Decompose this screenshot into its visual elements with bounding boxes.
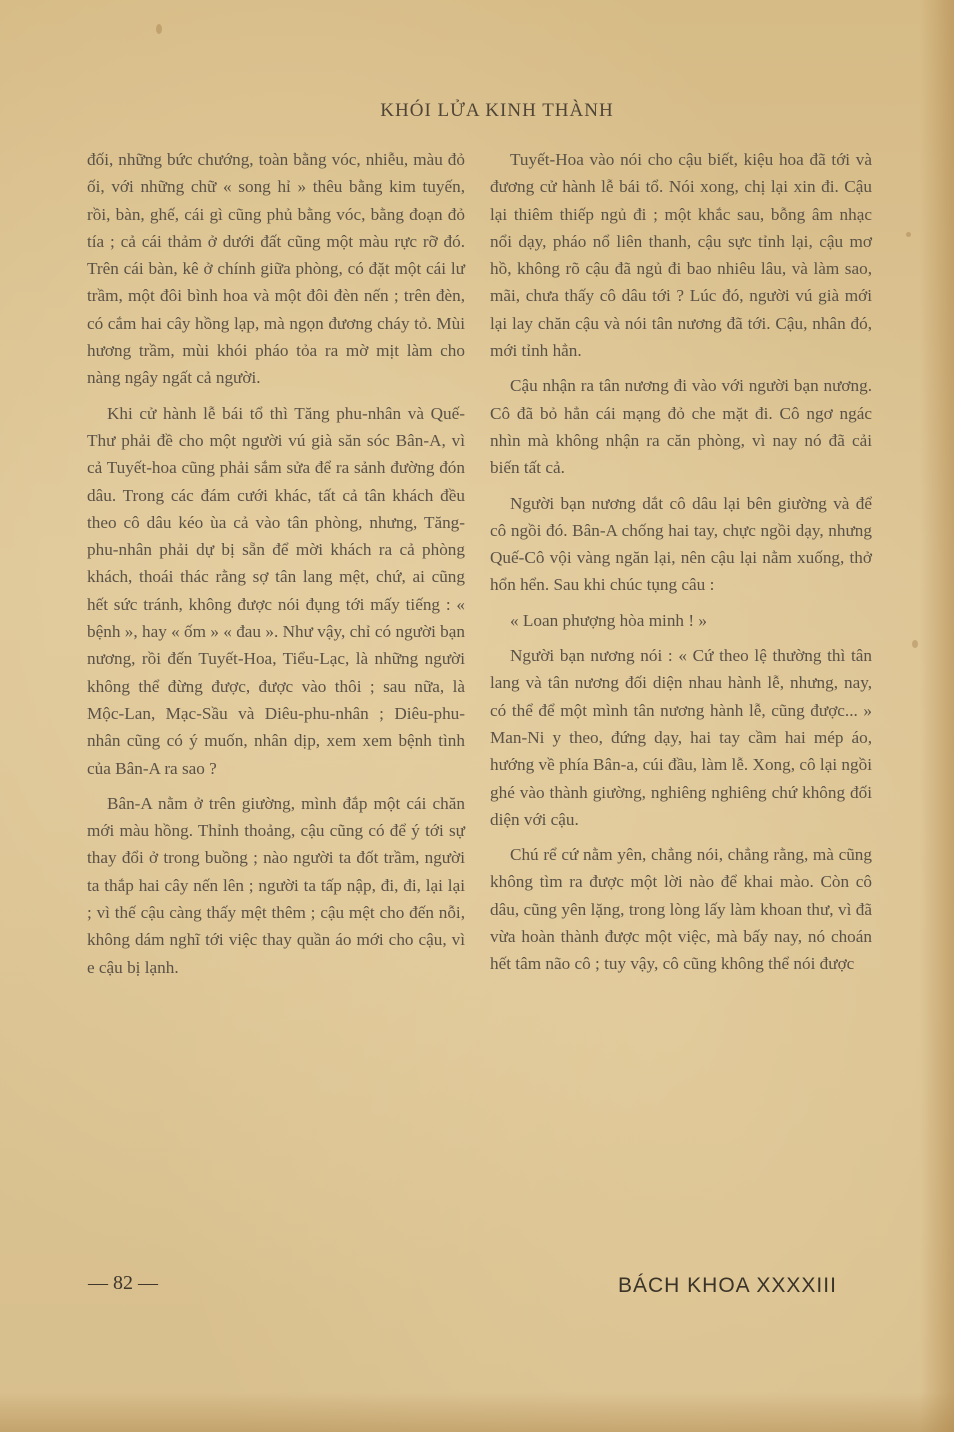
ink-spot: [906, 232, 911, 237]
paragraph: « Loan phượng hòa minh ! »: [510, 610, 707, 630]
paragraph: Người bạn nương nói : « Cứ theo lệ thường thì tân lang và tân nương đối diện nhau hành lễ, nhưng, nay, có thể để một mình tân nương hành lễ, cũng được... » Man-Ni y theo, đứng dạy, hai tay cầm hai mép áo, hướng về phía Bân-a, cúi đầu, làm lễ. Xong, cô lại ngồi ghé vào thành giường, nghiêng nghiêng chứ không đối diện với cậu.: [490, 646, 872, 829]
paragraph: Cậu nhận ra tân nương đi vào với người bạn nương. Cô đã bỏ hẳn cái mạng đỏ che mặt đi. Cô ngơ ngác nhìn mà không nhận ra căn phòng, vì nay nó đã cải biến tất cả.: [490, 376, 872, 478]
left-column: [87, 146, 465, 989]
paragraph: Tuyết-Hoa vào nói cho cậu biết, kiệu hoa đã tới và đương cử hành lễ bái tổ. Nói xong, chị lại xin đi. Cậu lại thiêm thiếp ngủ đi ; một khắc sau, bỗng âm nhạc nổi dạy, pháo nổ liên thanh, cậu sực tỉnh lại, cậu mơ hồ, không rõ cậu đã ngủ đi bao nhiêu lâu, và làm sao, mãi, chưa thấy cô dâu tới ? Lúc đó, người vú già mới lại lay chăn cậu và nói tân nương đã tới. Cậu, nhân đó, mới tỉnh hẳn.: [490, 150, 872, 361]
ink-spot: [156, 24, 162, 34]
paragraph: đối, những bức chướng, toàn bằng vóc, nhiễu, màu đỏ ối, với những chữ « song hỉ » thêu bằng kim tuyến, rồi, bàn, ghế, cái gì cũng phủ bằng vóc, bằng đoạn đỏ tía ; cả cái thảm ở dưới đất cũng một màu rực rỡ đó. Trên cái bàn, kê ở chính giữa phòng, có đặt một cái lư trầm, một đôi bình hoa và một đôi đèn nến ; trên đèn, có cắm hai cây hồng lạp, mà ngọn đương cháy tỏ. Mùi hương trầm, mùi khói pháo tỏa ra mờ mịt làm cho nàng ngây ngất cả người.: [87, 150, 465, 388]
ink-spot: [912, 640, 918, 648]
right-column: [490, 146, 872, 986]
paragraph: Chú rể cứ nằm yên, chẳng nói, chẳng rằng, mà cũng không tìm ra được một lời nào để khai mào. Còn cô dâu, cũng yên lặng, trong lòng lấy làm khoan thư, vì đã vừa hoàn thành được một việc, mà bấy nay, nó choán hết tâm não cô ; tuy vậy, cô cũng không thể nói được: [490, 845, 872, 974]
magazine-title: BÁCH KHOA XXXXIII: [618, 1274, 837, 1297]
page-number: — 82 —: [88, 1272, 158, 1294]
paragraph: Khi cử hành lễ bái tổ thì Tăng phu-nhân và Quế-Thư phải đề cho một người vú già săn sóc Bân-A, vì cả Tuyết-hoa cũng phải sắm sửa để ra sảnh đường đón dâu. Trong các đám cưới khác, tất cả tân khách đều theo cô dâu kéo ùa cả vào tân phòng, nhưng, Tăng-phu-nhân phải dự bị sẵn để mời khách ra cả phòng khách, thoái thác rằng sợ tân lang mệt, chứ, ai cũng hết sức tránh, không được nói đụng tới mấy tiếng : « bệnh », hay « ốm » « đau ». Như vậy, chỉ có người bạn nương, rồi đến Tuyết-Hoa, Tiểu-Lạc, là những người không thể đừng được, được vào thôi ; sau nữa, là Mộc-Lan, Mạc-Sầu và Diêu-phu-nhân ; Diêu-phu-nhân cũng có ý muốn, nhân dịp, xem xem bệnh tình của Bân-A ra sao ?: [87, 403, 465, 778]
page-bottom-shadow: [0, 1392, 954, 1432]
running-title: KHÓI LỬA KINH THÀNH: [380, 100, 614, 121]
paragraph: Bân-A nằm ở trên giường, mình đắp một cái chăn mới màu hồng. Thỉnh thoảng, cậu cũng có để ý tới sự thay đổi ở trong buồng ; nào người ta đốt trầm, người ta thắp hai cây nến lên ; người ta tấp nập, đi, đi, lại lại ; vì thế cậu càng thấy mệt thêm ; cậu mệt cho đến nỗi, không dám nghĩ tới việc thay quần áo mới cho cậu, vì e cậu bị lạnh.: [87, 793, 465, 977]
paragraph: Người bạn nương dắt cô dâu lại bên giường và để cô ngồi đó. Bân-A chống hai tay, chực ngồi dạy, nhưng Quế-Cô vội vàng ngăn lại, nên cậu lại nằm xuống, thở hổn hển. Sau khi chúc tụng câu :: [490, 493, 872, 595]
page-edge-shadow: [920, 0, 954, 1432]
